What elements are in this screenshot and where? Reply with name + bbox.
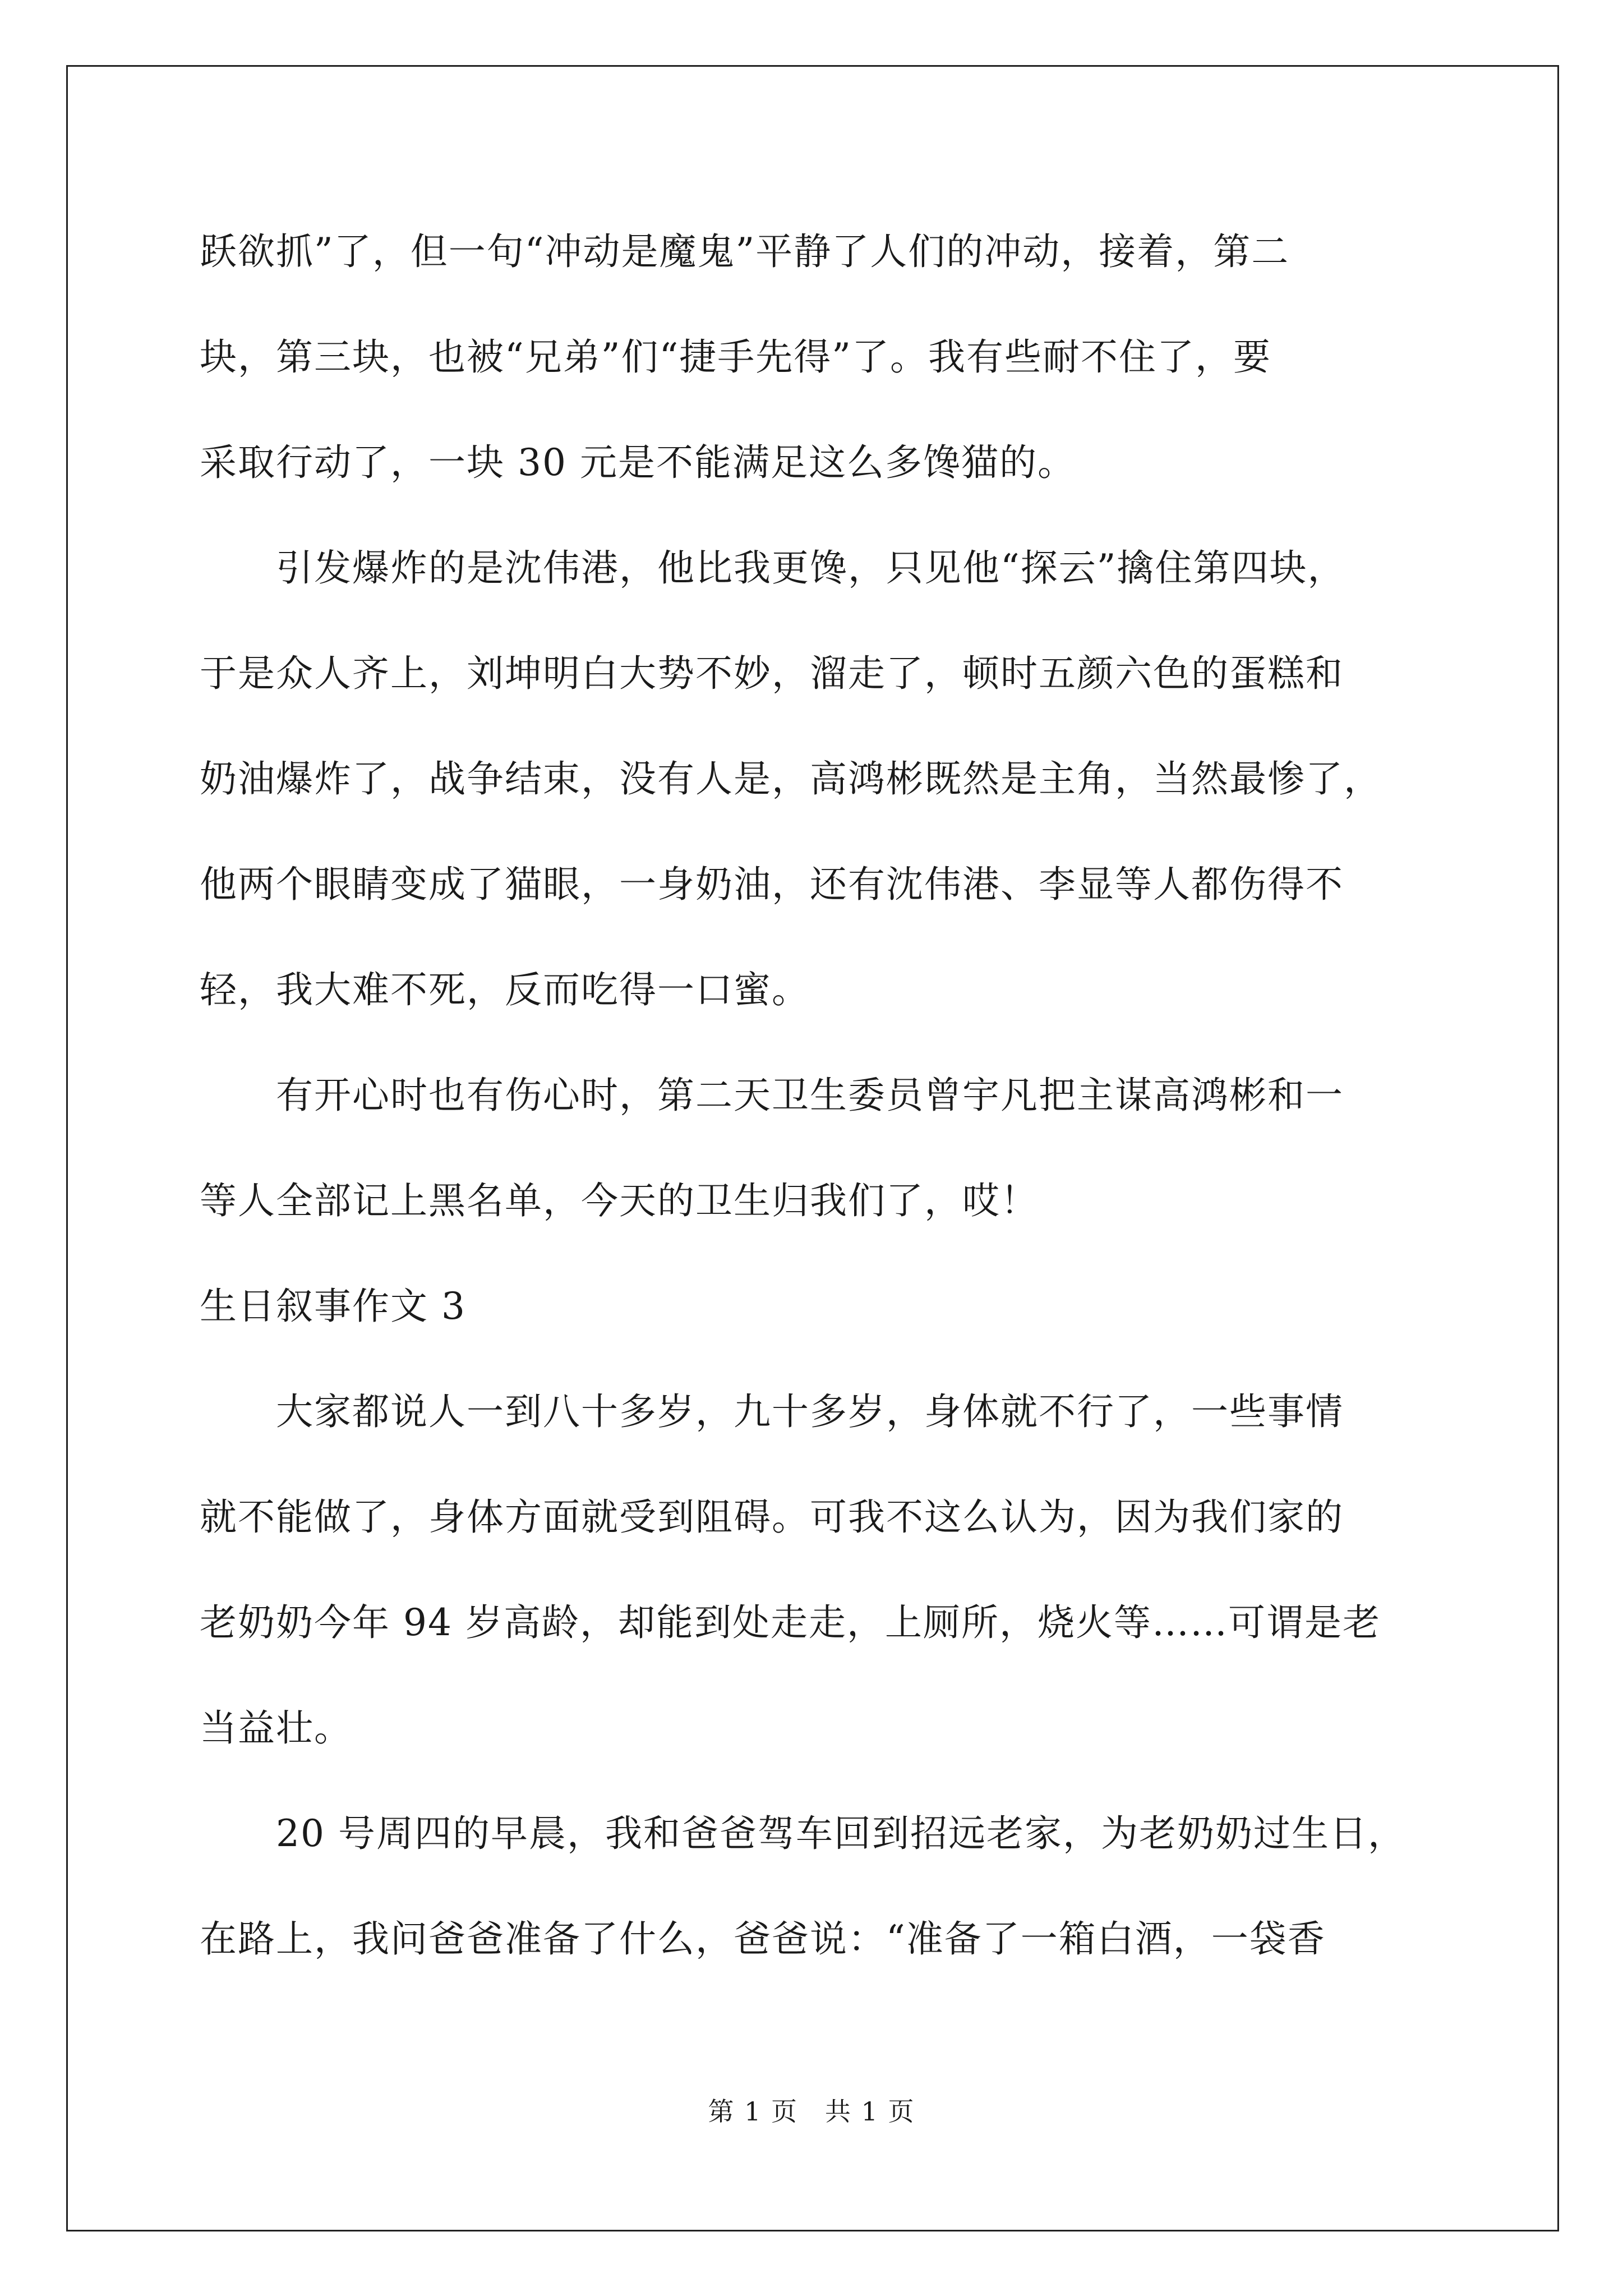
body-line-15: 当益壮。 — [200, 1706, 352, 1750]
section-heading: 生日叙事作文 3 — [200, 1285, 466, 1328]
body-line-16: 20 号周四的早晨，我和爸爸驾车回到招远老家，为老奶奶过生日， — [200, 1812, 1406, 1855]
body-line-9: 有开心时也有伤心时，第二天卫生委员曾宇凡把主谋高鸿彬和一 — [200, 1074, 1344, 1117]
body-line-4: 引发爆炸的是沈伟港，他比我更馋，只见他“探云”擒住第四块， — [200, 546, 1346, 590]
page-number: 第 1 页 共 1 页 — [708, 2096, 915, 2127]
body-line-5: 于是众人齐上，刘坤明白大势不妙，溜走了，顿时五颜六色的蛋糕和 — [200, 652, 1344, 695]
body-line-10: 等人全部记上黑名单，今天的卫生归我们了，哎！ — [200, 1179, 1039, 1222]
body-line-14: 老奶奶今年 94 岁高龄，却能到处走走，上厕所，烧火等……可谓是老 — [200, 1601, 1381, 1644]
body-line-8: 轻，我大难不死，反而吃得一口蜜。 — [200, 968, 810, 1011]
body-line-1: 跃欲抓”了，但一句“冲动是魔鬼”平静了人们的冲动，接着，第二 — [200, 230, 1290, 273]
body-line-6: 奶油爆炸了，战争结束，没有人是，高鸿彬既然是主角，当然最惨了， — [200, 757, 1382, 800]
body-line-12: 大家都说人一到八十多岁，九十多岁，身体就不行了，一些事情 — [200, 1390, 1344, 1433]
body-line-7: 他两个眼睛变成了猫眼，一身奶油，还有沈伟港、李显等人都伤得不 — [200, 863, 1344, 906]
body-line-13: 就不能做了，身体方面就受到阻碍。可我不这么认为，因为我们家的 — [200, 1496, 1344, 1539]
page-border — [66, 65, 1559, 2231]
body-line-17: 在路上，我问爸爸准备了什么，爸爸说：“准备了一箱白酒，一袋香 — [200, 1917, 1326, 1961]
body-line-2: 块，第三块，也被“兄弟”们“捷手先得”了。我有些耐不住了，要 — [200, 335, 1271, 379]
body-line-3: 采取行动了，一块 30 元是不能满足这么多馋猫的。 — [200, 441, 1076, 484]
